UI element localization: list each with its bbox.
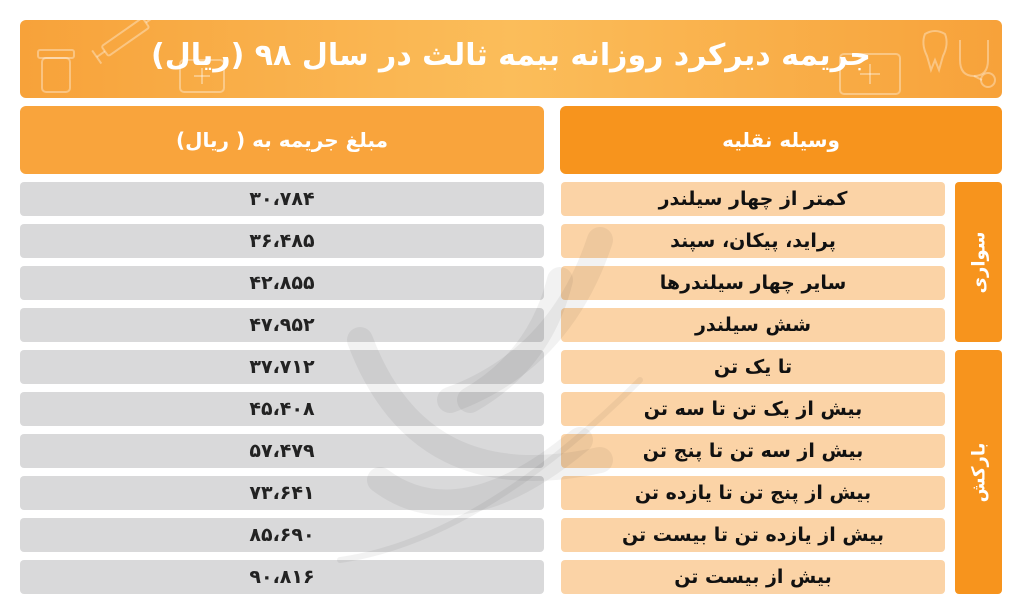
header-amount: مبلغ جریمه به ( ریال) bbox=[20, 106, 544, 174]
vehicle-cell: پراید، پیکان، سپند bbox=[561, 224, 945, 258]
amount-cell: ۷۳،۶۴۱ bbox=[20, 476, 544, 510]
category-label: بارکش bbox=[968, 442, 990, 502]
amount-cell: ۳۰،۷۸۴ bbox=[20, 182, 544, 216]
vehicle-cell: شش سیلندر bbox=[561, 308, 945, 342]
amount-cell: ۳۷،۷۱۲ bbox=[20, 350, 544, 384]
vehicle-cell: تا یک تن bbox=[561, 350, 945, 384]
category-cell bbox=[955, 350, 1002, 594]
amount-cell: ۸۵،۶۹۰ bbox=[20, 518, 544, 552]
amount-cell: ۴۷،۹۵۲ bbox=[20, 308, 544, 342]
amount-cell: ۵۷،۴۷۹ bbox=[20, 434, 544, 468]
vehicle-cell: بیش از بیست تن bbox=[561, 560, 945, 594]
header-vehicle: وسیله نقلیه bbox=[560, 106, 1002, 174]
title-banner bbox=[20, 20, 1002, 98]
vehicle-cell: سایر چهار سیلندرها bbox=[561, 266, 945, 300]
page-title: جریمه دیرکرد روزانه بیمه ثالث در سال ۹۸ (ریال) bbox=[151, 38, 871, 73]
vehicle-cell: کمتر از چهار سیلندر bbox=[561, 182, 945, 216]
vehicle-cell: بیش از پنج تن تا یازده تن bbox=[561, 476, 945, 510]
vehicle-cell: بیش از یازده تن تا بیست تن bbox=[561, 518, 945, 552]
amount-cell: ۴۵،۴۰۸ bbox=[20, 392, 544, 426]
vehicle-cell: بیش از یک تن تا سه تن bbox=[561, 392, 945, 426]
vehicle-cell: بیش از سه تن تا پنج تن bbox=[561, 434, 945, 468]
category-label: سواری bbox=[968, 230, 990, 294]
amount-cell: ۳۶،۴۸۵ bbox=[20, 224, 544, 258]
category-cell bbox=[955, 182, 1002, 342]
amount-cell: ۴۲،۸۵۵ bbox=[20, 266, 544, 300]
amount-cell: ۹۰،۸۱۶ bbox=[20, 560, 544, 594]
